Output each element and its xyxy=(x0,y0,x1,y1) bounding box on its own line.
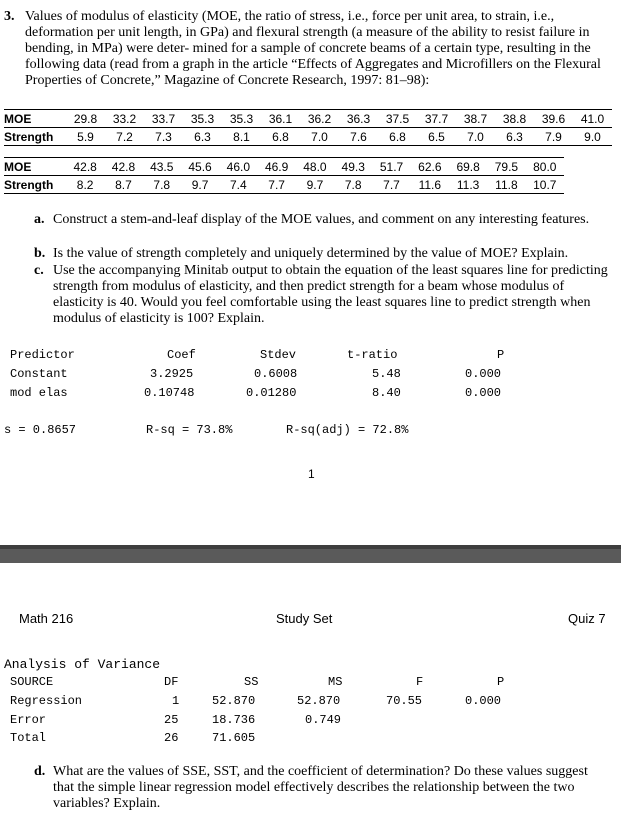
anova-row-label: Error xyxy=(10,713,47,727)
anova-header-f: F xyxy=(416,675,424,689)
strength-value: 7.7 xyxy=(372,176,410,194)
strength-value: 6.3 xyxy=(495,128,534,146)
footer-quiz: Quiz 7 xyxy=(568,611,606,626)
moe-value: 35.3 xyxy=(183,110,222,128)
part-label: c. xyxy=(34,263,44,278)
strength-value: 7.8 xyxy=(334,176,372,194)
strength-value: 11.3 xyxy=(449,176,487,194)
moe-value: 80.0 xyxy=(526,158,564,176)
strength-value: 7.0 xyxy=(300,128,339,146)
coef-cell: 3.2925 xyxy=(150,367,194,381)
strength-value: 6.3 xyxy=(183,128,222,146)
coef-header-coef: Coef xyxy=(167,348,196,362)
strength-value: 7.6 xyxy=(339,128,378,146)
anova-cell: 26 xyxy=(164,731,179,745)
strength-value: 5.9 xyxy=(66,128,105,146)
moe-value: 35.3 xyxy=(222,110,261,128)
strength-value: 6.8 xyxy=(378,128,417,146)
part-c xyxy=(34,263,609,327)
moe-value: 42.8 xyxy=(66,158,104,176)
moe-value: 69.8 xyxy=(449,158,487,176)
coef-cell: 0.01280 xyxy=(246,386,297,400)
moe-value: 42.8 xyxy=(104,158,142,176)
strength-value: 7.0 xyxy=(456,128,495,146)
strength-value: 7.7 xyxy=(257,176,295,194)
part-b xyxy=(34,246,609,262)
anova-cell: 70.55 xyxy=(386,694,423,708)
anova-cell: 0.000 xyxy=(465,694,502,708)
question-number: 3. xyxy=(4,9,15,24)
part-text: Construct a stem-and-leaf display of the MOE values, and comment on any interesting features. xyxy=(53,212,590,227)
coef-cell: 0.000 xyxy=(465,367,502,381)
anova-row-label: Regression xyxy=(10,694,83,708)
moe-label: MOE xyxy=(4,110,66,128)
part-label: a. xyxy=(34,212,45,227)
moe-value: 38.7 xyxy=(456,110,495,128)
moe-value: 36.2 xyxy=(300,110,339,128)
anova-cell: 71.605 xyxy=(212,731,256,745)
page-number: 1 xyxy=(308,467,315,481)
moe-label: MOE xyxy=(4,158,66,176)
coef-cell: 0.6008 xyxy=(254,367,298,381)
strength-value: 7.3 xyxy=(144,128,183,146)
strength-value: 8.1 xyxy=(222,128,261,146)
strength-value: 9.7 xyxy=(296,176,334,194)
strength-value: 9.0 xyxy=(573,128,612,146)
coef-header-tratio: t-ratio xyxy=(347,348,398,362)
part-d xyxy=(34,764,609,812)
moe-value: 29.8 xyxy=(66,110,105,128)
part-text: What are the values of SSE, SST, and the coefficient of determination? Do these values suggest that the simple linear regression model effectively describes the relationship between the two variables? Explain. xyxy=(53,764,588,811)
question-text: Values of modulus of elasticity (MOE, the ratio of stress, i.e., force per unit area, to strain, i.e., deformation per unit length, in GPa) and flexural strength (a measure of the ability to resist failure in bending, in MPa) were deter- mined for a sample of concrete beams of a certain type, resulting in the following data (read from a graph in the article “Effects of Aggregates and Microfillers on the Flexural Properties of Concrete,” Magazine of Concrete Research, 1997: 81–98): xyxy=(25,9,601,88)
footer-title: Study Set xyxy=(276,611,333,626)
anova-cell: 52.870 xyxy=(212,694,256,708)
moe-value: 37.7 xyxy=(417,110,456,128)
data-table-1 xyxy=(4,109,612,146)
moe-value: 49.3 xyxy=(334,158,372,176)
strength-value: 8.2 xyxy=(66,176,104,194)
stat-s: s = 0.8657 xyxy=(4,423,77,437)
coef-cell: 0.000 xyxy=(465,386,502,400)
anova-title: Analysis of Variance xyxy=(4,657,161,672)
question-3 xyxy=(4,9,610,89)
strength-value: 6.5 xyxy=(417,128,456,146)
coef-header-predictor: Predictor xyxy=(10,348,75,362)
moe-value: 45.6 xyxy=(181,158,219,176)
part-label: b. xyxy=(34,246,46,261)
strength-value: 9.7 xyxy=(181,176,219,194)
stat-rsq-adj: R-sq(adj) = 72.8% xyxy=(286,423,409,437)
anova-header-df: DF xyxy=(164,675,179,689)
strength-value: 7.8 xyxy=(143,176,181,194)
moe-value: 33.7 xyxy=(144,110,183,128)
stat-rsq: R-sq = 73.8% xyxy=(146,423,233,437)
moe-value: 38.8 xyxy=(495,110,534,128)
moe-value: 46.9 xyxy=(257,158,295,176)
coef-row-label: Constant xyxy=(10,367,68,381)
anova-cell: 52.870 xyxy=(297,694,341,708)
part-text: Use the accompanying Minitab output to obtain the equation of the least squares line for predicting strength from modulus of elasticity, and then predict strength for a beam whose modulus of elasticity is 40. Would you feel comfortable using the least squares line to predict strength when modulus of elasticity is 100? Explain. xyxy=(53,263,608,326)
strength-value: 7.2 xyxy=(105,128,144,146)
part-a xyxy=(34,212,609,228)
part-label: d. xyxy=(34,764,46,779)
coef-cell: 5.48 xyxy=(372,367,401,381)
moe-value: 79.5 xyxy=(487,158,525,176)
strength-row xyxy=(4,128,612,146)
coef-cell: 0.10748 xyxy=(144,386,195,400)
moe-value: 36.3 xyxy=(339,110,378,128)
coef-header-p: P xyxy=(497,348,505,362)
moe-value: 33.2 xyxy=(105,110,144,128)
moe-value: 37.5 xyxy=(378,110,417,128)
strength-row xyxy=(4,176,564,194)
strength-value: 10.7 xyxy=(526,176,564,194)
moe-row xyxy=(4,158,564,176)
moe-row xyxy=(4,110,612,128)
strength-value: 11.6 xyxy=(411,176,449,194)
moe-value: 43.5 xyxy=(143,158,181,176)
anova-row-label: Total xyxy=(10,731,47,745)
moe-value: 51.7 xyxy=(372,158,410,176)
moe-value: 62.6 xyxy=(411,158,449,176)
part-text: Is the value of strength completely and uniquely determined by the value of MOE? Explain. xyxy=(53,246,569,261)
anova-cell: 18.736 xyxy=(212,713,256,727)
strength-value: 11.8 xyxy=(487,176,525,194)
footer-course: Math 216 xyxy=(19,611,74,626)
coef-row-label: mod elas xyxy=(10,386,68,400)
coef-cell: 8.40 xyxy=(372,386,401,400)
moe-value: 48.0 xyxy=(296,158,334,176)
moe-value: 36.1 xyxy=(261,110,300,128)
anova-cell: 0.749 xyxy=(305,713,342,727)
moe-value: 41.0 xyxy=(573,110,612,128)
data-table-2 xyxy=(4,157,564,194)
anova-header-ms: MS xyxy=(328,675,343,689)
coef-header-stdev: Stdev xyxy=(260,348,297,362)
anova-cell: 1 xyxy=(172,694,180,708)
strength-label: Strength xyxy=(4,128,66,146)
strength-value: 8.7 xyxy=(104,176,142,194)
anova-header-source: SOURCE xyxy=(10,675,54,689)
moe-value: 39.6 xyxy=(534,110,573,128)
strength-value: 7.4 xyxy=(219,176,257,194)
strength-value: 7.9 xyxy=(534,128,573,146)
page-break xyxy=(0,545,621,563)
strength-label: Strength xyxy=(4,176,66,194)
anova-header-ss: SS xyxy=(244,675,259,689)
anova-cell: 25 xyxy=(164,713,179,727)
anova-header-p: P xyxy=(497,675,505,689)
moe-value: 46.0 xyxy=(219,158,257,176)
strength-value: 6.8 xyxy=(261,128,300,146)
